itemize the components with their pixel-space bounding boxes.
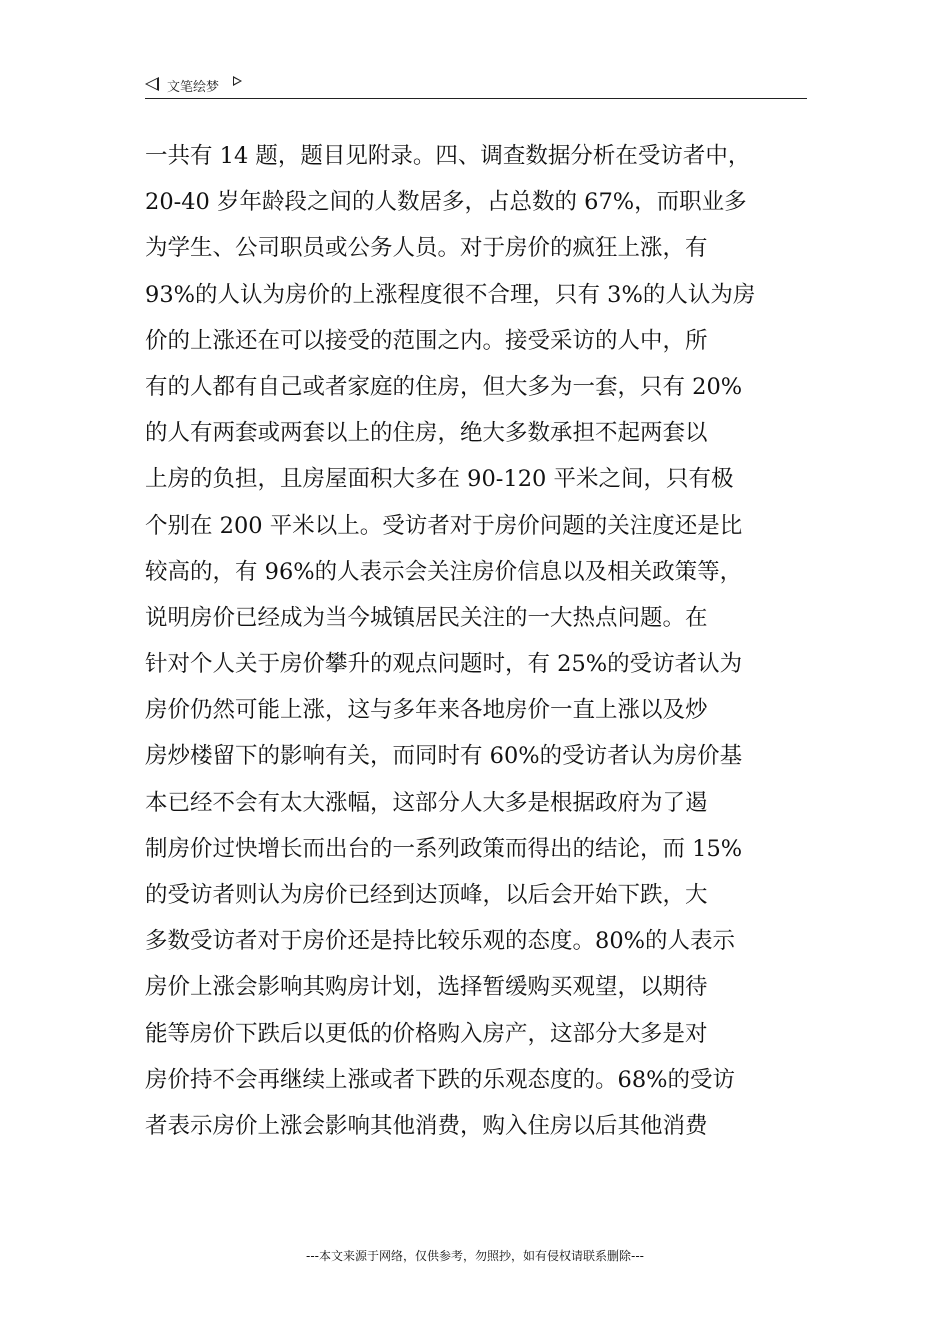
triangle-left-icon xyxy=(145,77,159,91)
body-line: 多数受访者对于房价还是持比较乐观的态度。80%的人表示 xyxy=(145,928,736,955)
body-line: 较高的，有 96%的人表示会关注房价信息以及相关政策等， xyxy=(145,558,743,585)
triangle-right-icon xyxy=(233,76,242,86)
body-line: 房价上涨会影响其购房计划，选择暂缓购买观望，以期待 xyxy=(145,974,708,1001)
body-line: 能等房价下跌后以更低的价格购入房产，这部分大多是对 xyxy=(145,1020,708,1047)
body-line: 20-40 岁年龄段之间的人数居多，占总数的 67%，而职业多 xyxy=(145,189,747,216)
body-line: 为学生、公司职员或公务人员。对于房价的疯狂上涨，有 xyxy=(145,235,708,262)
body-line: 的人有两套或两套以上的住房，绝大多数承担不起两套以 xyxy=(145,420,708,447)
body-line: 说明房价已经成为当今城镇居民关注的一大热点问题。在 xyxy=(145,604,708,631)
body-line: 上房的负担，且房屋面积大多在 90-120 平米之间，只有极 xyxy=(145,466,734,493)
body-line: 制房价过快增长而出台的一系列政策而得出的结论，而 15% xyxy=(145,835,743,862)
body-line: 93%的人认为房价的上涨程度很不合理，只有 3%的人认为房 xyxy=(145,281,756,308)
page-header xyxy=(145,72,807,99)
document-body xyxy=(145,133,810,1149)
body-line: 价的上涨还在可以接受的范围之内。接受采访的人中，所 xyxy=(145,327,708,354)
header-brand: 文笔绘梦 xyxy=(167,80,220,95)
body-line: 一共有 14 题，题目见附录。四、调查数据分析在受访者中， xyxy=(145,143,751,169)
body-line: 个别在 200 平米以上。受访者对于房价问题的关注度还是比 xyxy=(145,512,743,539)
footer-notice: ---本文来源于网络，仅供参考，勿照抄，如有侵权请联系删除--- xyxy=(306,1249,644,1263)
body-line: 房价仍然可能上涨，这与多年来各地房价一直上涨以及炒 xyxy=(145,697,708,724)
body-line: 房炒楼留下的影响有关，而同时有 60%的受访者认为房价基 xyxy=(145,743,743,770)
body-line: 有的人都有自己或者家庭的住房，但大多为一套，只有 20% xyxy=(145,373,743,400)
body-line: 的受访者则认为房价已经到达顶峰，以后会开始下跌，大 xyxy=(145,882,708,908)
body-line: 本已经不会有太大涨幅，这部分人大多是根据政府为了遏 xyxy=(145,789,708,816)
body-line: 房价持不会再继续上涨或者下跌的乐观态度的。68%的受访 xyxy=(145,1066,736,1093)
body-line: 者表示房价上涨会影响其他消费，购入住房以后其他消费 xyxy=(145,1112,708,1139)
body-line: 针对个人关于房价攀升的观点问题时，有 25%的受访者认为 xyxy=(145,651,743,678)
